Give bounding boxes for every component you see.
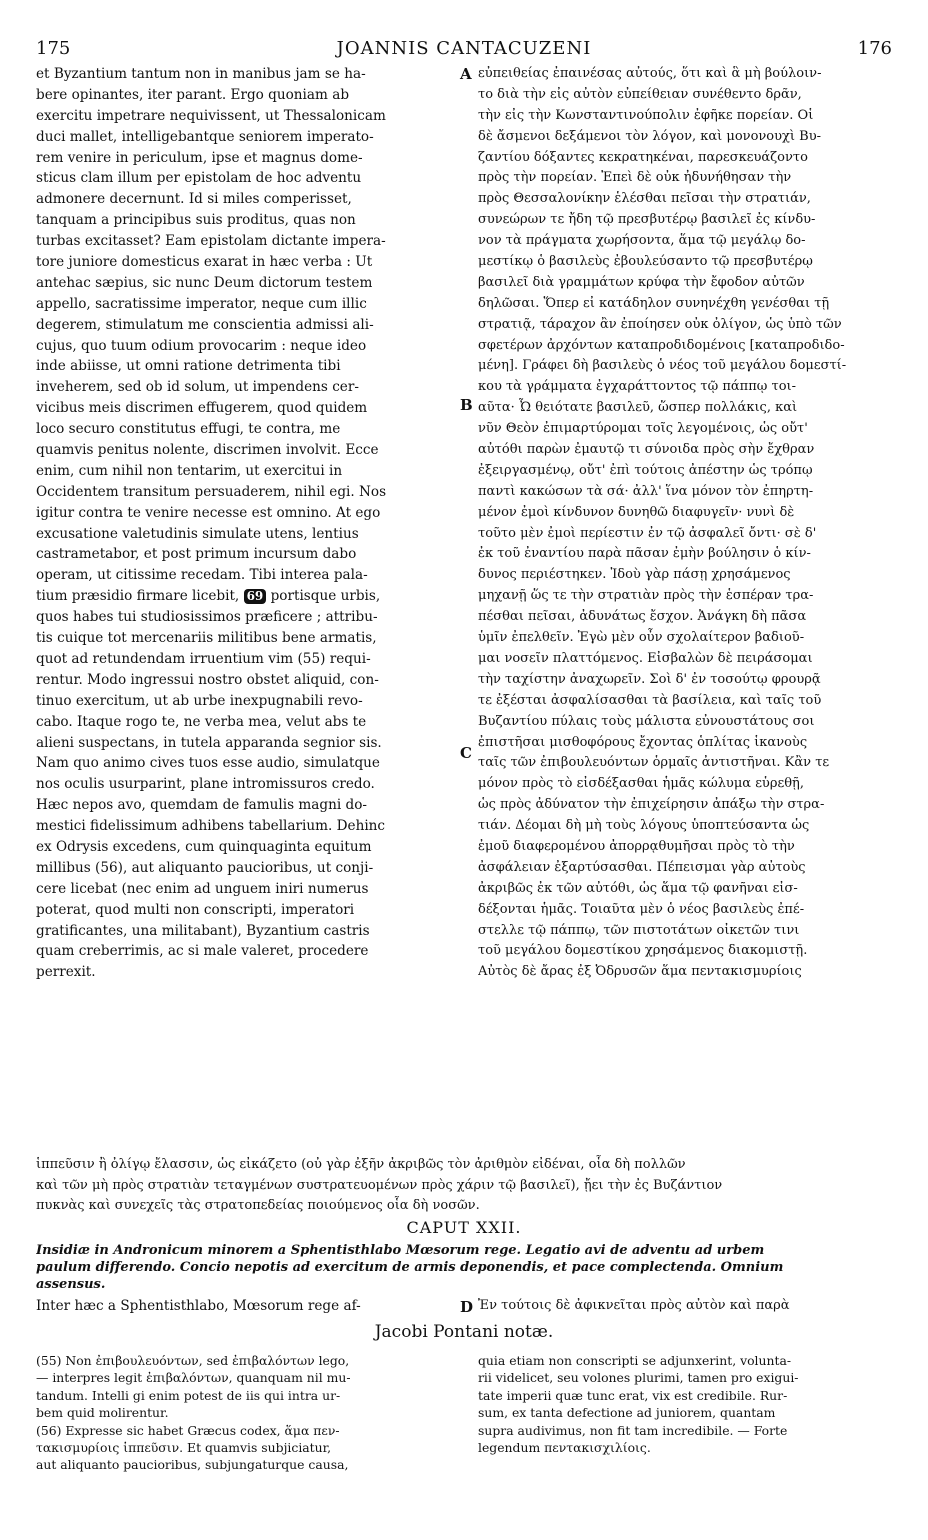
note-line: rii videlicet, seu volones plurimi, tamen pro exigui-	[478, 1370, 799, 1386]
greek-text-line: συνεώρων τε ἤδη τῷ πρεσβυτέρῳ βασιλεῖ ἐς κίνδυ-	[478, 212, 816, 228]
margin-marker-c: C	[460, 744, 472, 762]
note-line: legendum πεντακισχιλίοις.	[478, 1440, 651, 1456]
latin-chapter-start: Inter hæc a Sphentisthlabo, Mœsorum rege af-	[36, 1298, 361, 1314]
greek-text-line: παντὶ κακώσων τὰ σά· ἀλλ' ἵνα μόνον τὸν ἐπηρτη-	[478, 483, 814, 499]
greek-text-line: πρὸς Θεσσαλονίκην ἑλέσθαι πεῖσαι τὴν στρατιάν,	[478, 191, 811, 207]
latin-text-line: cujus, quo tuum odium provocarim : neque ideo	[36, 337, 367, 354]
latin-text-line: appello, sacratissime imperator, neque cum illic	[36, 295, 367, 312]
greek-text-line: ἐξειργασμένῳ, οὔτ' ἐπὶ τούτοις ἀπέστην ὡς τρόπῳ	[478, 462, 813, 478]
latin-text-line: et Byzantium tantum non in manibus jam se ha-	[36, 66, 366, 82]
latin-text-line: poterat, quod multi non conscripti, imperatori	[36, 901, 355, 918]
greek-text-line: ὡς πρὸς ἀδύνατον τὴν ἐπιχείρησιν ἀπάξω τὴν στρα-	[478, 797, 825, 813]
latin-text-line: gratificantes, una militabant), Byzantium castris	[36, 922, 370, 939]
greek-text-line: τε ἐξέσται ἀσφαλίσασθαι τὰ βασίλεια, καὶ ταῖς τοῦ	[478, 692, 822, 708]
greek-text-line: ζαντίου δόξαντες κεκρατηκέναι, παρεσκευάζοντο	[478, 149, 808, 165]
latin-text-line: turbas excitasset? Eam epistolam dictante impera-	[36, 233, 386, 250]
greek-text-line: μαι νοσεῖν πλαττόμενος. Εἰσβαλὼν δὲ πειράσομαι	[478, 650, 813, 666]
greek-text-line: αῦτα· Ὦ θειότατε βασιλεῦ, ὥσπερ πολλάκις, καὶ	[478, 400, 798, 416]
chapter-heading: CAPUT XXII.	[406, 1218, 522, 1237]
latin-text-line: Occidentem transitum persuaderem, nihil egi. Nos	[36, 483, 387, 500]
greek-text-line: δέξονται ἡμᾶς. Τοιαῦτα μὲν ὁ νέος βασιλεὺς ἐπέ-	[478, 901, 805, 917]
latin-text-line: nos oculis usurparint, plane intromissuros credo.	[36, 776, 375, 793]
full-width-text-line: πυκνὰς καὶ συνεχεῖς τὰς στρατοπεδείας ποιούμενος οἷα δὴ νοσῶν.	[36, 1198, 480, 1213]
running-title: JOANNIS CANTACUZENI	[336, 38, 592, 59]
latin-text-line: tinuo exercitum, ut ab urbe inexpugnabili revo-	[36, 692, 363, 709]
full-width-text-line: καὶ τῶν μὴ πρὸς στρατιὰν τεταγμένων συστρατευομένων πρὸς χάριν τῷ βασιλεῖ), ᾔει τὴν ἐς Βυζάντιον	[36, 1177, 723, 1193]
chapter-summary	[36, 1242, 892, 1293]
latin-text-line: vicibus meis discrimen effugerem, quod quidem	[36, 400, 368, 417]
greek-text-line: στελλε τῷ πάππῳ, τῶν πιστοτάτων οἰκετῶν τινι	[478, 922, 800, 938]
greek-text-line: το διὰ τὴν εἰς αὐτὸν εὐπείθειαν συνέθεντο δρᾶν,	[478, 86, 802, 102]
latin-text-line: tis cuique tot mercenariis militibus bene armatis,	[36, 630, 377, 647]
latin-text-line: admonere decernunt. Id si miles comperisset,	[36, 191, 352, 208]
greek-text-line: τὴν εἰς τὴν Κωνσταντινούπολιν ἐφῆκε πορείαν. Οἱ	[478, 107, 814, 123]
note-line: supra audivimus, non fit tam incredibile. — Forte	[478, 1422, 788, 1438]
greek-column	[478, 64, 896, 983]
latin-text-line: castrametabor, et post primum incursum dabo	[36, 546, 357, 563]
greek-text-line: δὲ ἄσμενοι δεξάμενοι τὸν λόγον, καὶ μονονουχὶ Βυ-	[478, 128, 821, 144]
latin-text-line: Nam quo animo cives tuos esse audio, simulatque	[36, 755, 380, 772]
latin-text-line: sticus clam illum per epistolam de hoc adventu	[36, 170, 362, 187]
latin-text-line: quot ad retundendam irruentium vim (55) requi-	[36, 650, 371, 667]
greek-text-line: σφετέρων ἀρχόντων καταπροδιδομένοις [καταπροδιδο-	[478, 337, 845, 353]
greek-text-line: μηχανῇ ὥς τε τὴν στρατιὰν πρὸς τὴν ἑσπέραν τρα-	[478, 588, 814, 604]
greek-chapter-start: Ἐν τούτοις δὲ ἀφικνεῖται πρὸς αὐτὸν καὶ παρὰ	[478, 1298, 790, 1313]
greek-text-line: τὴν ταχίστην ἀναχωρεῖν. Σοὶ δ' ἐν τοσούτῳ φρουρᾷ	[478, 671, 821, 687]
latin-text-line: excusatione valetudinis simulate utens, lentius	[36, 525, 359, 542]
greek-text-line: ἀσφάλειαν ἐξαρτύσασθαι. Πέπεισμαι γὰρ αὐτοὺς	[478, 859, 806, 875]
greek-text-line: Αὐτὸς δὲ ἄρας ἐξ Ὀδρυσῶν ἅμα πεντακισμυρίοις	[478, 964, 802, 980]
greek-text-line: ὑμῖν ἐπελθεῖν. Ἐγὼ μὲν οὖν σχολαίτερον βαδιοῦ-	[478, 630, 805, 646]
latin-text-line: rem venire in periculum, ipse et magnus dome-	[36, 149, 363, 166]
latin-text-line: inveherem, sed ob id solum, ut impendens cer-	[36, 379, 359, 396]
greek-text-line: ταῖς τῶν ἐπιβουλευόντων ὁρμαῖς ἀντιστῆναι. Κἂν τε	[478, 755, 830, 771]
note-line: sum, ex tanta defectione ad juniorem, quantam	[478, 1405, 776, 1421]
latin-text-line: antehac sæpius, sic nunc Deum dictorum testem	[36, 274, 373, 291]
latin-text-line: mestici fidelissimum adhibens tabellarium. Dehinc	[36, 818, 386, 835]
latin-text-line: bere opinantes, iter parant. Ergo quoniam ab	[36, 86, 350, 103]
latin-text-line-head: tium præsidio firmare licebit,	[36, 588, 240, 605]
greek-text-line: κου τὰ γράμματα ἐγχαράττοντος τῷ πάππῳ τοι-	[478, 379, 797, 395]
latin-text-line: enim, cum nihil non tentarim, ut exercitui in	[36, 462, 343, 479]
note-line: tate imperii quæ tunc erat, vix est credibile. Rur-	[478, 1387, 788, 1403]
latin-text-line: tanquam a principibus suis proditus, quas non	[36, 212, 356, 229]
edition-page-badge: 69	[244, 589, 267, 604]
greek-text-line: μεστίκῳ ὁ βασιλεὺς ἐβουλεύσαντο τῷ πρεσβυτέρῳ	[478, 254, 813, 270]
latin-text-line: Hæc nepos avo, quemdam de famulis magni do-	[36, 797, 368, 814]
greek-text-line: πέσθαι πεῖσαι, ἀδυνάτως ἔσχον. Ἀνάγκη δὴ πᾶσα	[478, 609, 807, 625]
greek-text-line: βασιλεῖ διὰ γραμμάτων κρύφα τὴν ἔφοδον αὐτῶν	[478, 274, 805, 290]
latin-column	[36, 64, 456, 983]
greek-text-line: νῦν Θεὸν ἐπιμαρτύρομαι τοῖς λεγομένοις, ὡς οὔτ'	[478, 421, 808, 437]
greek-text-line: δηλῶσαι. Ὅπερ εἰ κατάδηλον συνηνέχθη γενέσθαι τῇ	[478, 295, 830, 311]
running-header	[36, 38, 892, 64]
margin-marker-d: D	[460, 1298, 474, 1316]
note-line: bem quid molirentur.	[36, 1405, 169, 1421]
latin-text-line: alieni suspectans, in tutela apparanda segnior sis.	[36, 734, 382, 751]
greek-text-line: μόνον πρὸς τὸ εἰσδέξασθαι ἡμᾶς κώλυμα εὑρεθῇ,	[478, 776, 804, 792]
latin-text-line: degerem, stimulatum me conscientia admissi ali-	[36, 316, 374, 333]
full-width-text-line: ἱππεῦσιν ἢ ὀλίγῳ ἔλασσιν, ὡς εἰκάζετο (οὐ γὰρ ἐξῆν ἀκριβῶς τὸν ἀριθμὸν εἰδέναι, οἷα δὴ πολλῶν	[36, 1157, 686, 1172]
greek-text-line: ἀκριβῶς ἐκ τῶν αὐτόθι, ὡς ἅμα τῷ φανῆναι εἰσ-	[478, 880, 798, 896]
full-width-greek-text	[36, 1155, 892, 1217]
latin-text-line: cabo. Itaque rogo te, ne verba mea, velut abs te	[36, 713, 367, 730]
greek-text-line: ἐκ τοῦ ἐναντίου παρὰ πᾶσαν ἐμὴν βούλησιν ὁ κίν-	[478, 546, 811, 562]
summary-line: paulum differendo. Concio nepotis ad exercitum de armis deponendis, et pace complectenda. Omnium	[36, 1260, 784, 1275]
latin-text-line: rentur. Modo ingressui nostro obstet aliquid, con-	[36, 671, 379, 688]
greek-text-line: τοῦ μεγάλου δομεστίκου χρησάμενος διακομιστῇ.	[478, 943, 808, 959]
notes-left-column	[36, 1352, 456, 1474]
right-page-number: 176	[857, 38, 892, 59]
latin-text-line: exercitu impetrare nequivissent, ut Thessalonicam	[36, 107, 386, 124]
notes-right-column	[478, 1352, 896, 1456]
latin-text-line: igitur contra te venire necesse est omnino. At ego	[36, 504, 381, 521]
latin-text-line: millibus (56), aut aliquanto paucioribus, ut conji-	[36, 859, 374, 876]
greek-text-line: ἐμοῦ διαφερομένου ἀπορρᾳθυμῆσαι πρὸς τὸ τὴν	[478, 838, 795, 854]
note-line: τακισμυρίοις ἱππεῦσιν. Et quamvis subjiciatur,	[36, 1440, 332, 1456]
margin-marker-a: A	[460, 65, 472, 83]
latin-text-line: quamvis penitus nolente, discrimen involvit. Ecce	[36, 442, 379, 459]
greek-text-line: εὐπειθείας ἐπαινέσας αὐτούς, ὅτι καὶ ἃ μὴ βούλοιν-	[478, 66, 822, 81]
note-line: — interpres legit ἐπιβαλόντων, quanquam nil mu-	[36, 1370, 351, 1386]
greek-text-line: μένον ἐμοὶ κίνδυνον δυνηθῶ διαφυγεῖν· νυνὶ δὲ	[478, 504, 795, 520]
greek-text-line: στρατιᾷ, τάραχον ἂν ἐποίησεν οὐκ ὀλίγον, ὡς ὑπὸ τῶν	[478, 316, 842, 332]
greek-text-line: αὐτόθι παρὼν ἐμαυτῷ τι σύνοιδα πρὸς σὴν ἔχθραν	[478, 442, 815, 458]
greek-text-line: τιάν. Δέομαι δὴ μὴ τοὺς λόγους ὑποπτεύσαντα ὡς	[478, 818, 810, 834]
greek-text-line: τοῦτο μὲν ἐμοὶ περίεστιν ἐν τῷ ἀσφαλεῖ ὄντι· σὲ δ'	[478, 525, 817, 541]
latin-text-line: ex Odrysis excedens, cum quinquaginta equitum	[36, 838, 372, 855]
summary-line: assensus.	[36, 1277, 106, 1292]
margin-marker-b: B	[460, 396, 473, 414]
latin-text-line-with-badge	[36, 586, 456, 607]
note-line: (56) Expresse sic habet Græcus codex, ἅμα πεν-	[36, 1422, 340, 1438]
latin-text-line: loco securo constitutus effugi, te contra, me	[36, 421, 341, 438]
latin-text-line: perrexit.	[36, 964, 96, 981]
latin-text-line: duci mallet, intelligebantque seniorem imperato-	[36, 128, 374, 145]
latin-text-line: quam creberrimis, ac si male valeret, procedere	[36, 943, 369, 960]
greek-text-line: νον τὰ πράγματα χωρήσοντα, ἅμα τῷ μεγάλῳ δο-	[478, 233, 806, 249]
note-line: aut aliquanto paucioribus, subjungaturque causa,	[36, 1457, 349, 1473]
left-page-number: 175	[36, 38, 71, 59]
greek-text-line: μένη]. Γράφει δὴ βασιλεὺς ὁ νέος τοῦ μεγάλου δομεστί-	[478, 358, 847, 374]
latin-text-line: cere licebat (nec enim ad unguem iniri numerus	[36, 880, 369, 897]
greek-text-line: δυνος περιέστηκεν. Ἰδοὺ γὰρ πάσῃ χρησάμενος	[478, 567, 791, 583]
greek-text-line: πρὸς τὴν πορείαν. Ἐπεὶ δὲ οὐκ ἠδυνήθησαν τὴν	[478, 170, 792, 186]
latin-text-line: tore juniore domesticus exarat in hæc verba : Ut	[36, 254, 373, 271]
note-line: quia etiam non conscripti se adjunxerint, volunta-	[478, 1353, 792, 1368]
latin-text-line-tail: portisque urbis,	[270, 588, 381, 605]
latin-text-line: operam, ut citissime recedam. Tibi interea pala-	[36, 567, 368, 584]
latin-text-line: inde abiisse, ut omni ratione detrimenta tibi	[36, 358, 341, 375]
latin-text-line: quos habes tui studiosissimos præficere ; attribu-	[36, 609, 378, 626]
notes-heading: Jacobi Pontani notæ.	[374, 1322, 554, 1342]
summary-line: Insidiæ in Andronicum minorem a Sphentisthlabo Mœsorum rege. Legatio avi de adventu ad urbem	[36, 1243, 765, 1258]
greek-text-line: Βυζαντίου πύλαις τοὺς μάλιστα εὐνουστάτους σοι	[478, 713, 815, 729]
note-line: (55) Non ἐπιβουλευόντων, sed ἐπιβαλόντων lego,	[36, 1353, 350, 1368]
greek-text-line: ἐπιστῆσαι μισθοφόρους ἔχοντας ὁπλίτας ἱκανοὺς	[478, 734, 808, 750]
note-line: tandum. Intelli gi enim potest de iis qui intra ur-	[36, 1387, 341, 1403]
